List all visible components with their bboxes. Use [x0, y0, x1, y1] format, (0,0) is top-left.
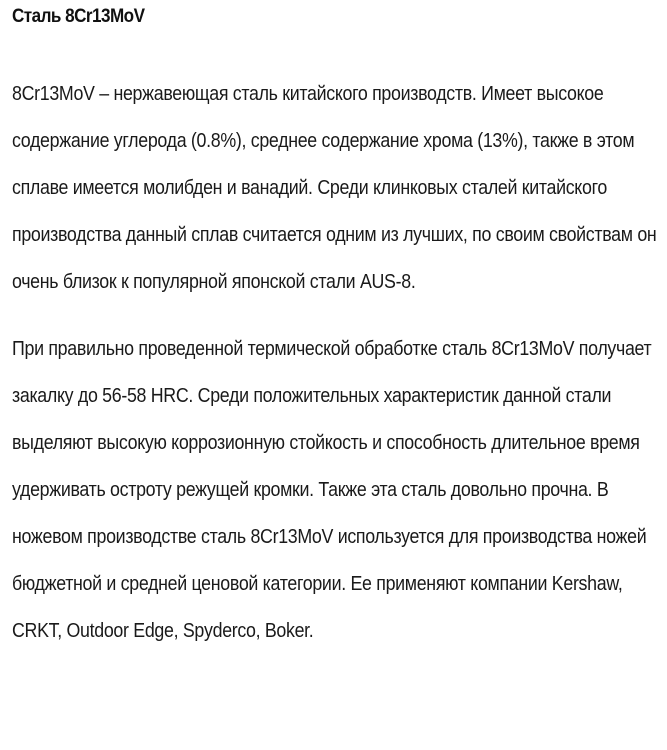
article-title: Сталь 8Cr13MoV	[12, 6, 145, 27]
article	[12, 0, 664, 655]
article-paragraph-2: При правильно проведенной термической обработке сталь 8Cr13MoV получает закалку до 56-58 HRC. Среди положительных характеристик данной стали выделяют высокую коррозионную стойкость и способность длительное время удерживать остроту режущей кромки. Также эта сталь довольно прочна. В ножевом производстве сталь 8Cr13MoV используется для производства ножей бюджетной и средней ценовой категории. Ее применяют компании Kershaw, CRKT, Outdoor Edge, Spyderco, Boker.	[12, 338, 652, 642]
article-paragraph-1: 8Cr13MoV – нержавеющая сталь китайского производств. Имеет высокое содержание углерода (0.8%), среднее содержание хрома (13%), также в этом сплаве имеется молибден и ванадий. Среди клинковых сталей китайского производства данный сплав считается одним из лучших, по своим свойствам он очень близок к популярной японской стали AUS-8.	[12, 83, 657, 293]
